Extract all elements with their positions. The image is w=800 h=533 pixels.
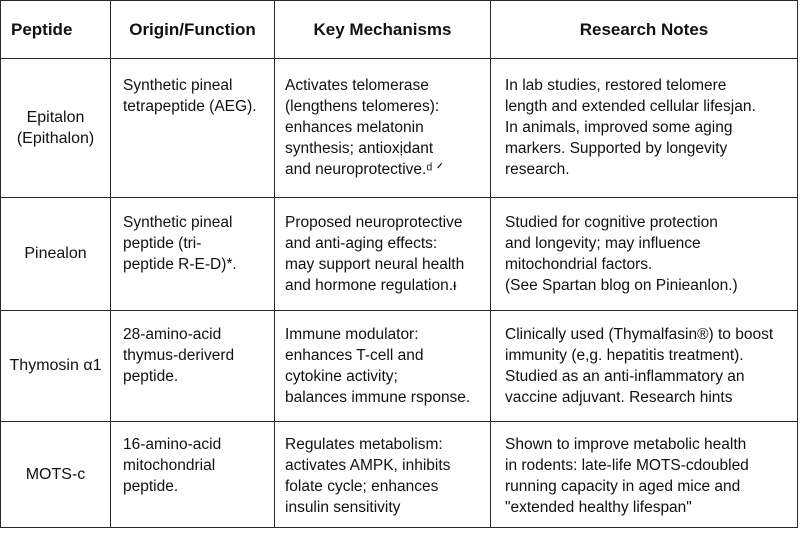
notes-line: In lab studies, restored telomere (505, 77, 727, 94)
notes-line: Studied for cognitive protection (505, 213, 718, 231)
peptide-name: MOTS-c (25, 465, 86, 483)
notes-line: Studied as an anti-inflammatory an (505, 368, 745, 386)
origin-function-cell (111, 311, 275, 421)
notes-line: vaccine adjuvant. Research hints (505, 389, 733, 407)
notes-line: research. (505, 161, 570, 178)
notes-line: In animals, improved some aging (505, 119, 733, 136)
origin-line: 28-amino-acid (123, 326, 222, 344)
mechanism-line: insulin sensitivity (285, 498, 401, 516)
mechanism-line: and neuroprotective.ᵈ ᐟ (285, 161, 444, 178)
research-notes-cell (491, 421, 798, 527)
notes-line: length and extended cellular lifesjan. (505, 98, 756, 115)
notes-line: "extended healthy lifespan" (505, 498, 692, 516)
header-research-notes: Research Notes (491, 1, 798, 59)
origin-line: Synthetic pineal (123, 213, 233, 231)
mechanism-line: may support neural health (285, 255, 465, 273)
notes-line: Shown to improve metabolic health (505, 435, 747, 453)
mechanism-line: Immune modulator: (285, 326, 419, 344)
origin-line: peptide R-E-D)*. (123, 255, 237, 273)
origin-function-cell (111, 197, 275, 310)
key-mechanisms-cell (275, 59, 491, 198)
notes-line: and longevity; may influence (505, 234, 701, 252)
research-notes-cell (491, 59, 798, 198)
mechanism-line: and anti-aging effects: (285, 234, 438, 252)
origin-function-cell (111, 421, 275, 527)
header-peptide: Peptide (1, 1, 111, 59)
notes-line: running capacity in aged mice and (505, 477, 741, 495)
mechanism-line: and hormone regulation.ᵻ (285, 276, 457, 294)
origin-line: peptide. (123, 368, 179, 386)
mechanism-line: enhances T-cell and (285, 347, 424, 365)
origin-line: peptide. (123, 477, 179, 495)
mechanism-line: cytokine activity; (285, 368, 398, 386)
key-mechanisms-cell (275, 197, 491, 310)
header-row (1, 1, 798, 59)
table-row (1, 197, 798, 310)
mechanism-line: (lengthens telomeres): (285, 98, 440, 115)
notes-line: (See Spartan blog on Piniеanlon.) (505, 276, 738, 294)
peptide-name: Pinealon (24, 245, 87, 263)
mechanism-line: Activates telomerase (285, 77, 429, 94)
table-row (1, 59, 798, 198)
research-notes-cell (491, 197, 798, 310)
peptide-name-cell (1, 421, 111, 527)
peptide-name: (Epithalon) (16, 129, 95, 147)
mechanism-line: folate cycle; enhances (285, 477, 439, 495)
header-origin-function: Origin/Function (111, 1, 275, 59)
peptide-name-cell (1, 59, 111, 198)
notes-line: markers. Supported by longevity (505, 140, 728, 157)
origin-line: Synthetic pineal (123, 77, 233, 94)
peptide-name: Epitalon (26, 108, 85, 126)
key-mechanisms-cell (275, 421, 491, 527)
origin-line: thymus-deriverd (123, 347, 235, 365)
table-row (1, 421, 798, 527)
research-notes-cell (491, 311, 798, 421)
table-row (1, 311, 798, 421)
origin-line: 16-amino-acid (123, 435, 222, 453)
peptide-name: Thymosin α1 (9, 357, 102, 375)
origin-line: mitochondrial (123, 456, 216, 474)
origin-line: tetrapeptide (AEG). (123, 98, 257, 115)
mechanism-line: activates AMPK, inhibits (285, 456, 451, 474)
notes-line: immunity (e,g. hepatitis treatment). (505, 347, 744, 365)
peptide-name-cell (1, 197, 111, 310)
mechanism-line: Proposed neuroprotective (285, 213, 463, 231)
notes-line: in rodents: late-life MOTS-cdoubled (505, 456, 749, 474)
notes-line: mitochondrial factors. (505, 255, 653, 273)
mechanism-line: balances immune rsponse. (285, 389, 471, 407)
mechanism-line: Regulates metabolism: (285, 435, 443, 453)
origin-function-cell (111, 59, 275, 198)
key-mechanisms-cell (275, 311, 491, 421)
peptide-name-cell (1, 311, 111, 421)
notes-line: Clinically used (Thymalfasin®) to boost (505, 326, 774, 344)
mechanism-line: synthesis; antioxịdant (285, 140, 434, 157)
header-key-mechanisms: Key Mechanisms (275, 1, 491, 59)
origin-line: peptide (tri- (123, 234, 202, 252)
mechanism-line: enhances melatonin (285, 119, 424, 136)
